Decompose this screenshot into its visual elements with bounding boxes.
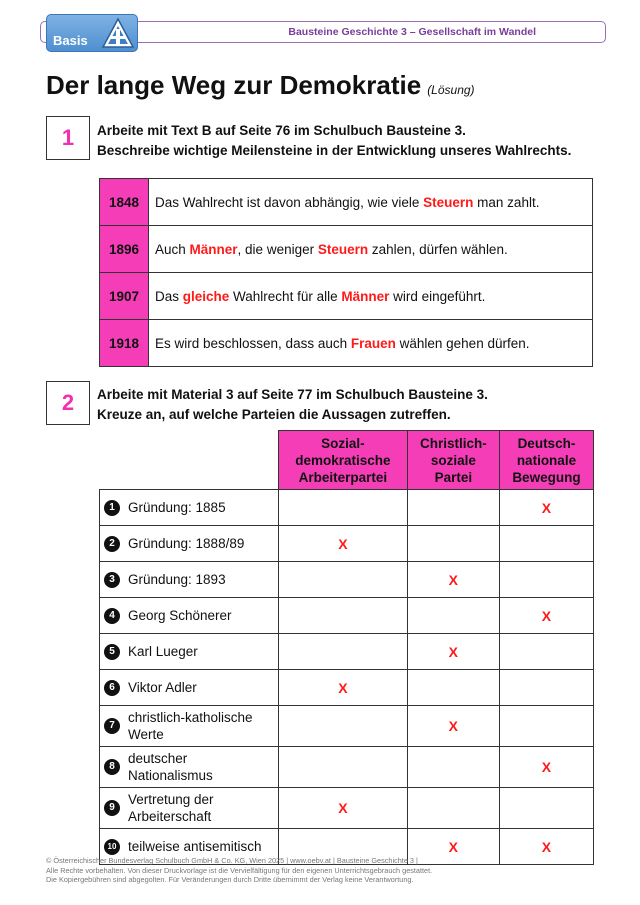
footer-line-3: Die Kopiergebühren sind abgegolten. Für Veränderungen durch Dritte übernimmt der Verlag keine Verantwortung. — [46, 875, 414, 884]
statement-text: Gründung: 1893 — [128, 572, 226, 587]
text-segment: Wahlrecht für alle — [229, 288, 342, 304]
checkbox-cell — [407, 747, 499, 788]
task-2-instructions — [97, 385, 488, 425]
statement-row — [100, 706, 594, 747]
checkbox-cell: X — [407, 706, 499, 747]
answer-word: Steuern — [317, 241, 369, 257]
checkbox-cell: X — [499, 747, 593, 788]
statement-row — [100, 747, 594, 788]
checkbox-cell: X — [499, 598, 593, 634]
checkbox-cell — [279, 598, 408, 634]
party-column-header — [499, 431, 593, 490]
footer-line-2: Alle Rechte vorbehalten. Von dieser Druckvorlage ist die Vervielfältigung für den eigenen Unterrichtsgebrauch gestattet. — [46, 865, 433, 875]
milestone-year: 1848 — [100, 179, 149, 226]
triangle-logo-icon — [101, 17, 135, 49]
task-number-1: 1 — [46, 116, 90, 160]
answer-word: Steuern — [423, 194, 474, 210]
statement-cell — [100, 634, 279, 670]
task-1-instructions — [97, 121, 571, 161]
statement-cell — [100, 788, 279, 829]
checkbox-cell — [279, 706, 408, 747]
checkbox-cell — [499, 788, 593, 829]
checkbox-cell: X — [499, 829, 593, 865]
checkbox-cell — [499, 706, 593, 747]
statement-text: Gründung: 1888/89 — [128, 536, 245, 551]
checkbox-cell — [499, 562, 593, 598]
number-badge: 6 — [104, 680, 120, 696]
milestones-table — [99, 178, 593, 367]
party-header-line: Bewegung — [512, 469, 581, 485]
checkbox-cell — [407, 490, 499, 526]
series-title: Bausteine Geschichte 3 – Gesellschaft im Wandel — [288, 26, 536, 38]
statement-text: Viktor Adler — [128, 680, 197, 695]
text-segment: wählen gehen dürfen. — [395, 335, 530, 351]
milestone-text — [149, 179, 593, 226]
statement-row — [100, 788, 594, 829]
task-2-line-1: Arbeite mit Material 3 auf Seite 77 im Schulbuch Bausteine 3. — [97, 387, 488, 402]
number-badge: 3 — [104, 572, 120, 588]
checkbox-cell — [279, 747, 408, 788]
milestone-row — [100, 273, 593, 320]
checkbox-cell: X — [407, 634, 499, 670]
statement-text: deutscher — [128, 751, 188, 766]
statement-text: Karl Lueger — [128, 644, 198, 659]
statement-text: Gründung: 1885 — [128, 500, 226, 515]
party-header-line: Partei — [434, 469, 473, 485]
milestone-row — [100, 320, 593, 367]
statement-row — [100, 670, 594, 706]
statement-row — [100, 490, 594, 526]
statement-cell — [100, 562, 279, 598]
statement-row — [100, 634, 594, 670]
checkbox-cell: X — [499, 490, 593, 526]
task-number-2: 2 — [46, 381, 90, 425]
milestone-text — [149, 273, 593, 320]
statement-text: teilweise antisemitisch — [128, 839, 262, 854]
table-corner — [100, 431, 279, 490]
checkbox-cell — [279, 634, 408, 670]
checkbox-cell: X — [279, 670, 408, 706]
milestone-text — [149, 320, 593, 367]
logo-text: Basis — [53, 33, 88, 48]
title-main: Der lange Weg zur Demokratie — [46, 70, 422, 100]
number-badge: 4 — [104, 608, 120, 624]
text-segment: man zahlt. — [473, 194, 540, 210]
statement-text: Georg Schönerer — [128, 608, 232, 623]
party-header-line: Sozial- — [321, 435, 365, 451]
checkbox-cell — [407, 788, 499, 829]
checkbox-cell — [499, 670, 593, 706]
statement-cell — [100, 747, 279, 788]
party-header-line: Deutsch- — [517, 435, 576, 451]
text-segment: , die weniger — [237, 241, 318, 257]
party-column-header — [279, 431, 408, 490]
statement-text: Arbeiterschaft — [128, 809, 212, 824]
number-badge: 10 — [104, 839, 120, 855]
text-segment: Auch — [155, 241, 190, 257]
answer-word: Frauen — [350, 335, 396, 351]
text-segment: Das — [155, 288, 183, 304]
text-segment: Das Wahlrecht ist davon abhängig, wie viele — [155, 194, 424, 210]
statement-cell — [100, 706, 279, 747]
answer-word: gleiche — [182, 288, 230, 304]
checkbox-cell — [407, 526, 499, 562]
page-title — [46, 70, 475, 101]
text-segment: Es wird beschlossen, dass auch — [155, 335, 351, 351]
milestone-row — [100, 226, 593, 273]
checkbox-cell — [279, 562, 408, 598]
checkbox-cell: X — [279, 526, 408, 562]
statement-cell — [100, 598, 279, 634]
party-header-line: Christlich- — [419, 435, 487, 451]
task-2-line-2: Kreuze an, auf welche Parteien die Aussagen zutreffen. — [97, 407, 451, 422]
footer-line-1: © Österreichischer Bundesverlag Schulbuch GmbH & Co. KG, Wien 2025 | www.oebv.at | Bausteine Geschichte 3 | — [46, 856, 418, 865]
statement-cell — [100, 490, 279, 526]
statement-text: christlich-katholische — [128, 710, 253, 725]
checkbox-cell: X — [407, 562, 499, 598]
milestone-year: 1907 — [100, 273, 149, 320]
statement-cell — [100, 526, 279, 562]
checkbox-cell — [279, 490, 408, 526]
number-badge: 9 — [104, 800, 120, 816]
milestone-text — [149, 226, 593, 273]
statement-row — [100, 598, 594, 634]
milestone-year: 1918 — [100, 320, 149, 367]
basis-logo — [46, 14, 138, 52]
checkbox-cell: X — [407, 829, 499, 865]
statement-cell — [100, 670, 279, 706]
number-badge: 8 — [104, 759, 120, 775]
number-badge: 2 — [104, 536, 120, 552]
number-badge: 7 — [104, 718, 120, 734]
checkbox-cell: X — [279, 788, 408, 829]
text-segment: wird eingeführt. — [389, 288, 486, 304]
milestone-row — [100, 179, 593, 226]
number-badge: 1 — [104, 500, 120, 516]
statement-text: Werte — [128, 727, 164, 742]
task-1-line-1: Arbeite mit Text B auf Seite 76 im Schulbuch Bausteine 3. — [97, 123, 466, 138]
statement-row — [100, 526, 594, 562]
parties-table — [99, 430, 594, 865]
checkbox-cell — [407, 670, 499, 706]
checkbox-cell — [407, 598, 499, 634]
milestone-year: 1896 — [100, 226, 149, 273]
title-subtitle: (Lösung) — [427, 83, 475, 97]
footer — [46, 856, 432, 885]
party-header-line: Arbeiterpartei — [298, 469, 388, 485]
checkbox-cell — [499, 526, 593, 562]
number-badge: 5 — [104, 644, 120, 660]
text-segment: zahlen, dürfen wählen. — [368, 241, 508, 257]
statement-text: Vertretung der — [128, 792, 214, 807]
answer-word: Männer — [341, 288, 390, 304]
answer-word: Männer — [189, 241, 238, 257]
statement-text: Nationalismus — [128, 768, 213, 783]
party-header-line: demokratische — [295, 452, 391, 468]
party-column-header — [407, 431, 499, 490]
party-header-line: soziale — [430, 452, 476, 468]
checkbox-cell — [499, 634, 593, 670]
task-1-line-2: Beschreibe wichtige Meilensteine in der Entwicklung unseres Wahlrechts. — [97, 143, 572, 158]
party-header-line: nationale — [516, 452, 577, 468]
statement-row — [100, 562, 594, 598]
